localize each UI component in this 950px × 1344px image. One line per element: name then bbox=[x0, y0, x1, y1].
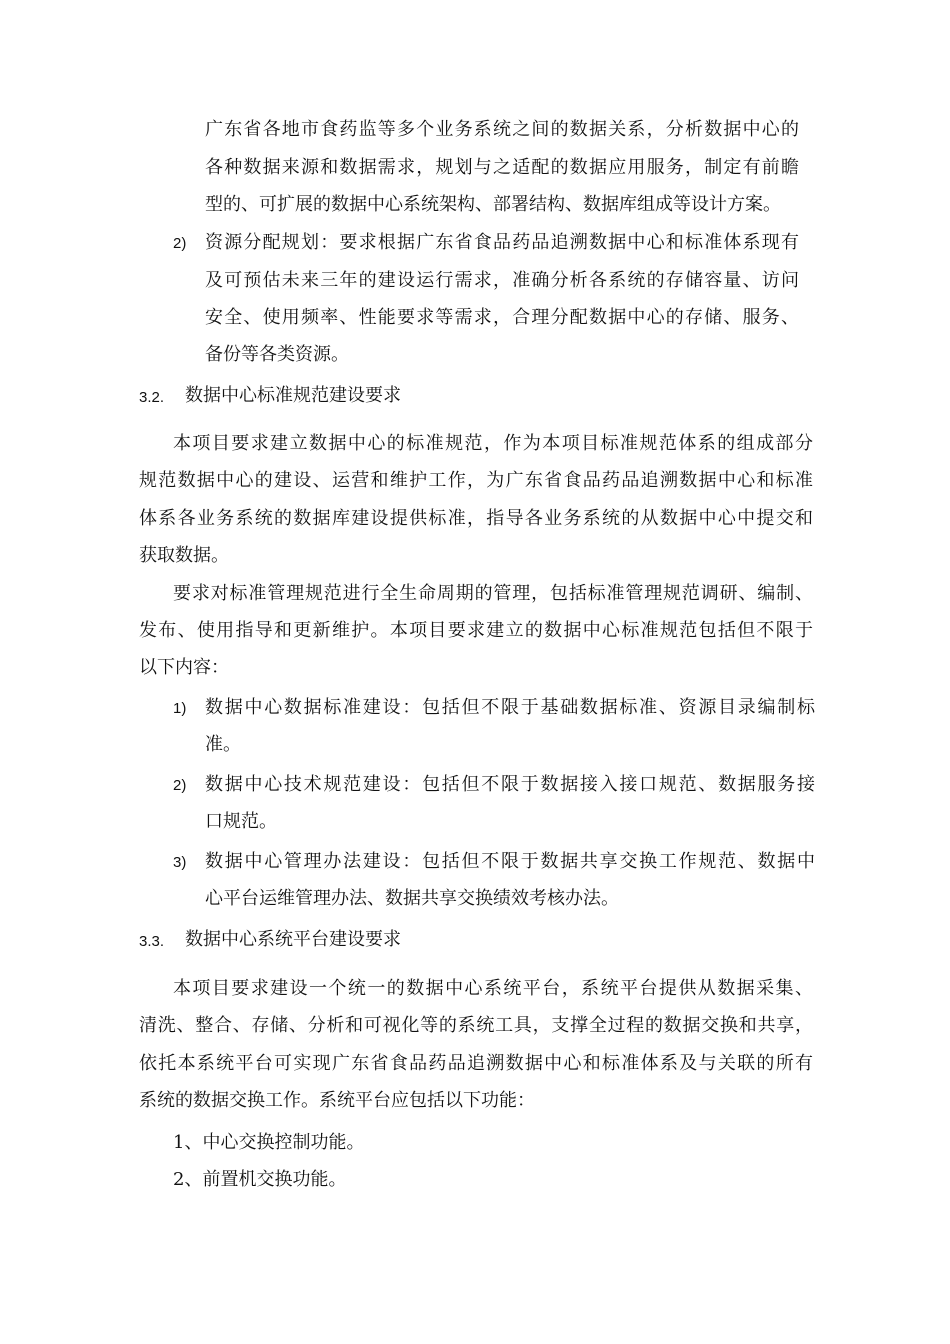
list-item-line: 资源分配规划：要求根据广东省食品药品追溯数据中心和标准体系现有 bbox=[205, 232, 799, 253]
list-item-line: 安全、使用频率、性能要求等需求，合理分配数据中心的存储、服务、 bbox=[205, 307, 799, 328]
paragraph-line: 清洗、整合、存储、分析和可视化等的系统工具，支撑全过程的数据交换和共享， bbox=[139, 1015, 813, 1036]
section-title: 数据中心系统平台建设要求 bbox=[185, 929, 401, 950]
list-number: 1) bbox=[173, 700, 187, 717]
paragraph-line: 系统的数据交换工作。系统平台应包括以下功能： bbox=[139, 1090, 535, 1111]
section-number: 3.2. bbox=[139, 389, 165, 406]
paragraph-line: 获取数据。 bbox=[139, 545, 229, 566]
paragraph-line: 型的、可扩展的数据中心系统架构、部署结构、数据库组成等设计方案。 bbox=[205, 194, 781, 215]
list-item-line: 数据中心技术规范建设：包括但不限于数据接入接口规范、数据服务接 bbox=[205, 774, 815, 795]
list-item-line: 口规范。 bbox=[205, 811, 277, 832]
paragraph-line: 依托本系统平台可实现广东省食品药品追溯数据中心和标准体系及与关联的所有 bbox=[139, 1053, 813, 1074]
paragraph-line: 本项目要求建立数据中心的标准规范，作为本项目标准规范体系的组成部分 bbox=[173, 433, 813, 454]
section-number: 3.3. bbox=[139, 933, 165, 950]
list-item-line: 心平台运维管理办法、数据共享交换绩效考核办法。 bbox=[205, 888, 619, 909]
paragraph-line: 发布、使用指导和更新维护。本项目要求建立的数据中心标准规范包括但不限于 bbox=[139, 620, 813, 641]
list-item-line: 及可预估未来三年的建设运行需求，准确分析各系统的存储容量、访问 bbox=[205, 270, 799, 291]
paragraph-line: 广东省各地市食药监等多个业务系统之间的数据关系，分析数据中心的 bbox=[205, 119, 799, 140]
section-title: 数据中心标准规范建设要求 bbox=[185, 385, 401, 406]
function-item: 2、前置机交换功能。 bbox=[173, 1169, 347, 1190]
list-item-line: 数据中心管理办法建设：包括但不限于数据共享交换工作规范、数据中 bbox=[205, 851, 815, 872]
paragraph-line: 本项目要求建设一个统一的数据中心系统平台，系统平台提供从数据采集、 bbox=[173, 978, 813, 999]
list-item-line: 备份等各类资源。 bbox=[205, 344, 349, 365]
list-number: 2) bbox=[173, 235, 187, 252]
list-item-line: 准。 bbox=[205, 734, 241, 755]
paragraph-line: 体系各业务系统的数据库建设提供标准，指导各业务系统的从数据中心中提交和 bbox=[139, 508, 813, 529]
function-item: 1、中心交换控制功能。 bbox=[173, 1132, 365, 1153]
paragraph-line: 各种数据来源和数据需求，规划与之适配的数据应用服务，制定有前瞻 bbox=[205, 157, 799, 178]
list-item-line: 数据中心数据标准建设：包括但不限于基础数据标准、资源目录编制标 bbox=[205, 697, 815, 718]
list-number: 3) bbox=[173, 854, 187, 871]
paragraph-line: 以下内容： bbox=[139, 657, 229, 678]
list-number: 2) bbox=[173, 777, 187, 794]
paragraph-line: 规范数据中心的建设、运营和维护工作，为广东省食品药品追溯数据中心和标准 bbox=[139, 470, 813, 491]
paragraph-line: 要求对标准管理规范进行全生命周期的管理，包括标准管理规范调研、编制、 bbox=[173, 583, 813, 604]
